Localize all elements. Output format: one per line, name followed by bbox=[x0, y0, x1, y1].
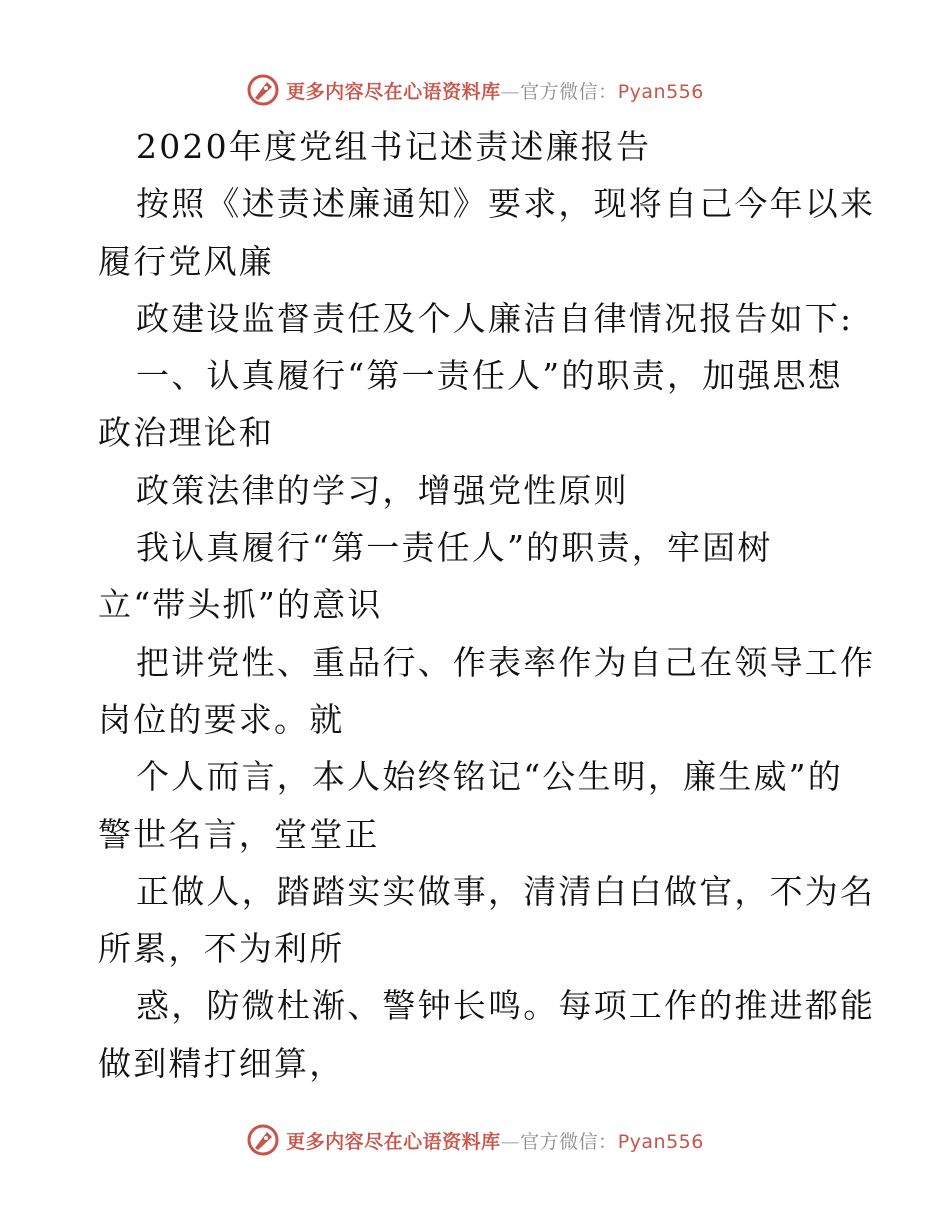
banner-label: 官方微信： bbox=[520, 80, 618, 103]
text-line: 我认真履行“第一责任人”的职责，牢固树 bbox=[136, 528, 773, 568]
banner-wechat-id: Pyan556 bbox=[617, 80, 704, 103]
footer-watermark-banner bbox=[0, 1120, 950, 1160]
banner-brand: 更多内容尽在心语资料库 bbox=[286, 1130, 501, 1153]
text-line: 警世名言，堂堂正 bbox=[98, 814, 380, 854]
text-line: 做到精打细算， bbox=[98, 1043, 345, 1083]
text-line: 一、认真履行“第一责任人”的职责，加强思想 bbox=[136, 356, 843, 396]
banner-dash: — bbox=[500, 1130, 521, 1153]
pen-nib-logo-icon bbox=[246, 1123, 280, 1157]
header-watermark-banner bbox=[0, 70, 950, 110]
text-line: 所累，不为利所 bbox=[98, 929, 345, 969]
banner-text bbox=[286, 1127, 704, 1154]
banner-brand: 更多内容尽在心语资料库 bbox=[286, 80, 501, 103]
text-line: 把讲党性、重品行、作表率作为自己在领导工作 bbox=[136, 642, 876, 682]
text-line: 政建设监督责任及个人廉洁自律情况报告如下: bbox=[136, 298, 854, 338]
banner-wechat-id: Pyan556 bbox=[617, 1130, 704, 1153]
text-line: 按照《述责述廉通知》要求，现将自己今年以来 bbox=[136, 184, 876, 224]
text-line: 政策法律的学习，增强党性原则 bbox=[136, 470, 629, 510]
text-line: 履行党风廉 bbox=[98, 241, 274, 281]
text-line: 正做人，踏踏实实做事，清清白白做官，不为名 bbox=[136, 871, 876, 911]
text-line: 政治理论和 bbox=[98, 413, 274, 453]
text-line: 个人而言，本人始终铭记“公生明，廉生威”的 bbox=[136, 757, 843, 797]
banner-label: 官方微信： bbox=[520, 1130, 618, 1153]
text-line: 岗位的要求。就 bbox=[98, 699, 345, 739]
banner-dash: — bbox=[500, 80, 521, 103]
text-line: 立“带头抓”的意识 bbox=[98, 585, 383, 625]
document-body bbox=[98, 118, 876, 1092]
text-line: 惑，防微杜渐、警钟长鸣。每项工作的推进都能 bbox=[136, 986, 876, 1026]
banner-text bbox=[286, 77, 704, 104]
pen-nib-logo-icon bbox=[246, 73, 280, 107]
document-title: 2020年度党组书记述责述廉报告 bbox=[136, 127, 652, 166]
